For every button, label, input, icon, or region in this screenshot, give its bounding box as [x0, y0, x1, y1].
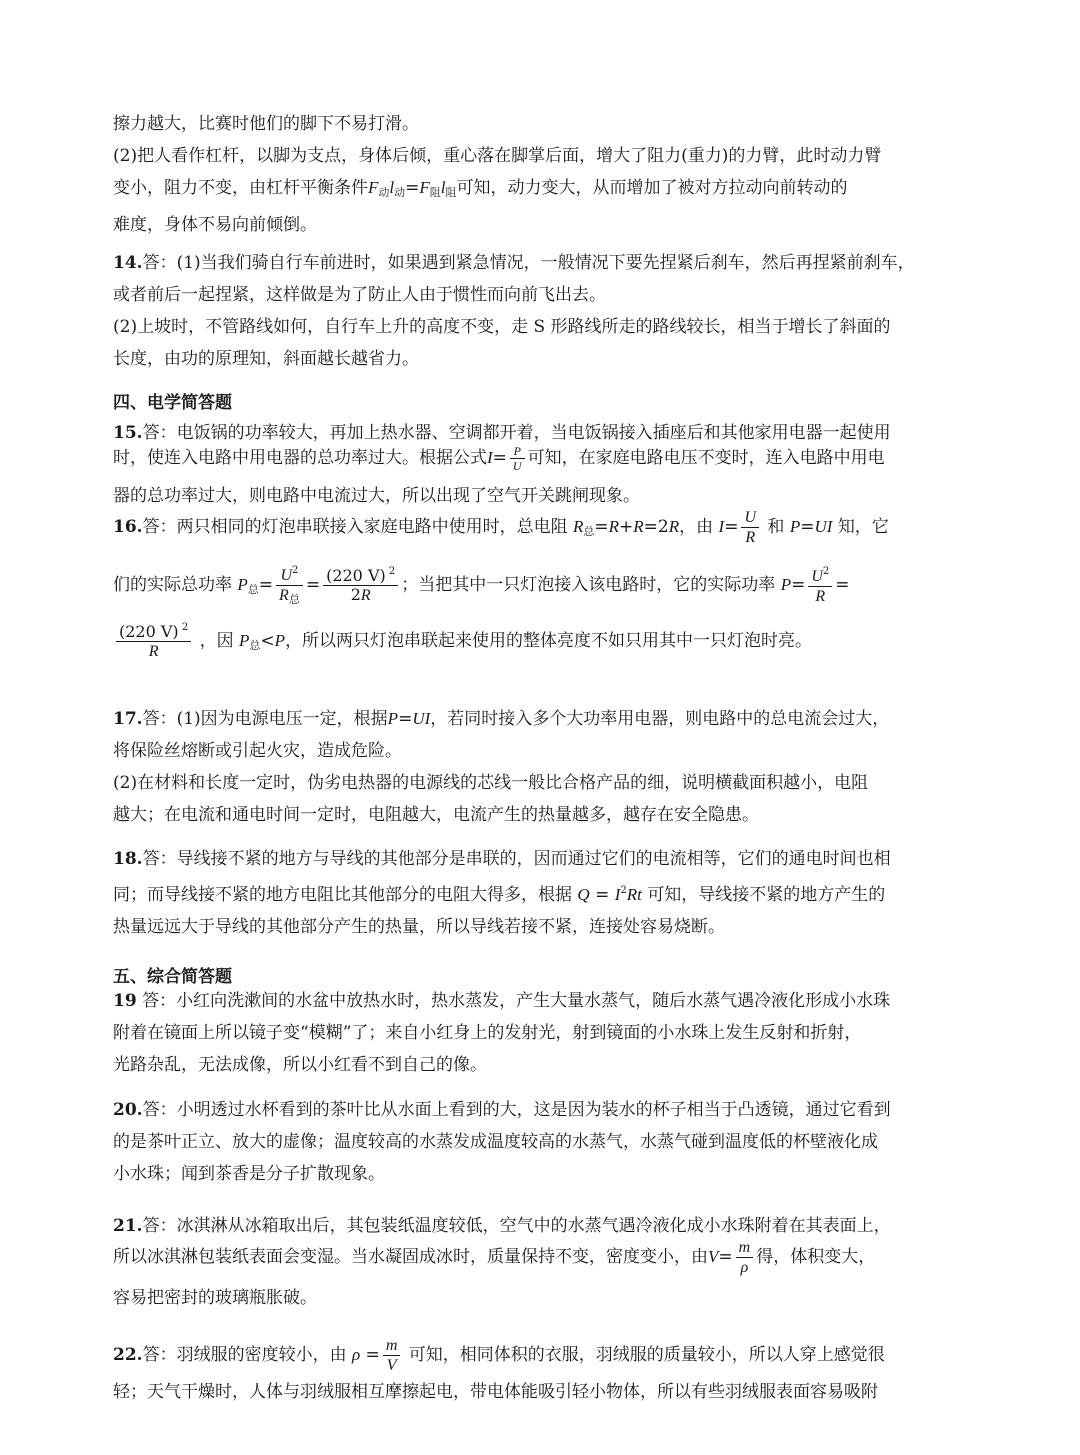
answer-14: [113, 247, 973, 375]
q16-line-1: 16.答：两只相同的灯泡串联接入家庭电路中使用时，总电阻 $R_总=R+R=2R$，由 I= $\frac{U}{R}$ 和 P=UI 知，它: [113, 509, 889, 546]
q15-line-2: 时，使连入电路中用电器的总功率过大。根据公式I= $\frac{P}{U}$ 可知，在家庭电路电压不变时，连入电路中用电: [113, 444, 885, 473]
q14-line-1: 14.答：(1)当我们骑自行车前进时，如果遇到紧急情况，一般情况下要先捏紧后刹车，然后再捏紧前刹车，: [113, 253, 915, 273]
q21-line-2: 所以冰淇淋包装纸表面会变湿。当水凝固成冰时，质量保持不变，密度变小，由V= $\frac{m}{\rho}$ 得，体积变大，: [113, 1239, 876, 1276]
q18-line-3: 热量远远大于导线的其他部分产生的热量，所以导线若接不紧，连接处容易烧断。: [113, 917, 725, 937]
q19-line-1: 19 答：小红向洗漱间的水盆中放热水时，热水蒸发，产生大量水蒸气，随后水蒸气遇冷液化形成小水珠: [113, 991, 891, 1011]
q17-line-1: 17.答：(1)因为电源电压一定，根据P=UI，若同时接入多个大功率用电器，则电路中的总电流会过大，: [113, 709, 890, 729]
formula-u-over-r: $\frac{U}{R}$: [741, 508, 759, 547]
q22-number: 22.: [113, 1345, 143, 1365]
q16-line-3: $\frac{(220 V) ^2}{R}$ ，因 $P_总<P$，所以两只灯泡串联起来使用的整体亮度不如只用其中一只灯泡时亮。: [113, 622, 973, 661]
q14-number: 14.: [113, 253, 143, 273]
q16-number: 16.: [113, 517, 143, 537]
q21-line-3: 容易把密封的玻璃瓶胀破。: [113, 1288, 317, 1308]
q13-line-3: 变小，阻力不变，由杠杆平衡条件$F_动l_动=F_阻l_阻$可知，动力变大，从而增加了被对方拉动向前转动的: [113, 178, 848, 199]
section-heading-comprehensive: 五、综合简答题: [113, 967, 232, 987]
q21-line-1: 21.答：冰淇淋从冰箱取出后，其包装纸温度较低，空气中的水蒸气遇冷液化成小水珠附着在其表面上，: [113, 1216, 891, 1236]
section-heading-electricity: 四、电学简答题: [113, 393, 232, 413]
formula-u2-over-r: $\frac{U^2}{R}$: [808, 566, 832, 606]
answer-19: [113, 985, 973, 1081]
q21-number: 21.: [113, 1216, 143, 1236]
q20-number: 20.: [113, 1100, 143, 1120]
q13-line-4: 难度，身体不易向前倾倒。: [113, 215, 317, 235]
q19-line-3: 光路杂乱，无法成像，所以小红看不到自己的像。: [113, 1055, 487, 1075]
q14-line-3: (2)上坡时，不管路线如何，自行车上升的高度不变，走 S 形路线所走的路线较长，相当于增长了斜面的: [113, 317, 891, 337]
q13-line-1: 擦力越大，比赛时他们的脚下不易打滑。: [113, 114, 419, 134]
q18-line-1: 18.答：导线接不紧的地方与导线的其他部分是串联的，因而通过它们的电流相等，它们的通电时间也相: [113, 849, 891, 869]
q20-line-3: 小水珠；闻到茶香是分子扩散现象。: [113, 1164, 385, 1184]
formula-m-over-v: $\frac{m}{V}$: [383, 1336, 401, 1375]
q15-number: 15.: [113, 423, 143, 443]
q16-line-2: 们的实际总功率 $P_总=$ $\frac{U^2}{R_总}$ = $\frac{(220 V) ^2}{2R}$ ；当把其中一只灯泡接入该电路时，它的实际功率 P= $\frac{U^2}{R}$ =: [113, 565, 850, 606]
formula-220-over-2r: $\frac{(220 V) ^2}{2R}$: [323, 566, 398, 605]
q17-line-3: (2)在材料和长度一定时，伪劣电热器的电源线的芯线一般比合格产品的细，说明横截面积越小，电阻: [113, 773, 869, 793]
q14-line-2: 或者前后一起捏紧，这样做是为了防止人由于惯性而向前飞出去。: [113, 285, 606, 305]
formula-p-over-u: $\frac{P}{U}$: [510, 444, 525, 473]
formula-m-over-rho: $\frac{m}{\rho}$: [736, 1238, 754, 1277]
q15-line-1: 15.答：电饭锅的功率较大，再加上热水器、空调都开着，当电饭锅接入插座后和其他家用电器一起使用: [113, 423, 891, 443]
q20-line-1: 20.答：小明透过水杯看到的茶叶比从水面上看到的大，这是因为装水的杯子相当于凸透镜，通过它看到: [113, 1100, 891, 1120]
answer-20: [113, 1094, 973, 1190]
q13-continuation: [113, 108, 973, 241]
q17-number: 17.: [113, 709, 143, 729]
q13-line-2: (2)把人看作杠杆，以脚为支点，身体后倾，重心落在脚掌后面，增大了阻力(重力)的力臂，此时动力臂: [113, 146, 882, 166]
q14-line-4: 长度，由功的原理知，斜面越长越省力。: [113, 349, 419, 369]
q17-line-4: 越大；在电流和通电时间一定时，电阻越大，电流产生的热量越多，越存在安全隐患。: [113, 805, 759, 825]
formula-u2-over-rtotal: $\frac{U^2}{R_总}$: [276, 565, 303, 606]
q19-number: 19: [113, 991, 137, 1011]
q22-line-1: 22.答：羽绒服的密度较小，由 ρ = $\frac{m}{V}$ 可知，相同体积的衣服，羽绒服的质量较小，所以人穿上感觉很: [113, 1337, 885, 1374]
q17-line-2: 将保险丝熔断或引起火灾，造成危险。: [113, 741, 402, 761]
q19-line-2: 附着在镜面上所以镜子变“模糊”了；来自小红身上的发射光，射到镜面的小水珠上发生反射和折射，: [113, 1023, 862, 1043]
q20-line-2: 的是茶叶正立、放大的虚像；温度较高的水蒸发成温度较高的水蒸气，水蒸气碰到温度低的杯壁液化成: [113, 1132, 878, 1152]
q18-line-2: 同；而导线接不紧的地方电阻比其他部分的电阻大得多，根据 $Q = I^2Rt$ 可知，导线接不紧的地方产生的: [113, 885, 886, 905]
q22-line-2: 轻；天气干燥时，人体与羽绒服相互摩擦起电，带电体能吸引轻小物体，所以有些羽绒服表面容易吸附: [113, 1382, 878, 1402]
answer-17: [113, 703, 973, 831]
q15-line-3: 器的总功率过大，则电路中电流过大，所以出现了空气开关跳闸现象。: [113, 486, 640, 506]
formula-220-over-r: $\frac{(220 V) ^2}{R}$: [116, 622, 191, 661]
answer-18: [113, 843, 973, 943]
q18-number: 18.: [113, 849, 143, 869]
